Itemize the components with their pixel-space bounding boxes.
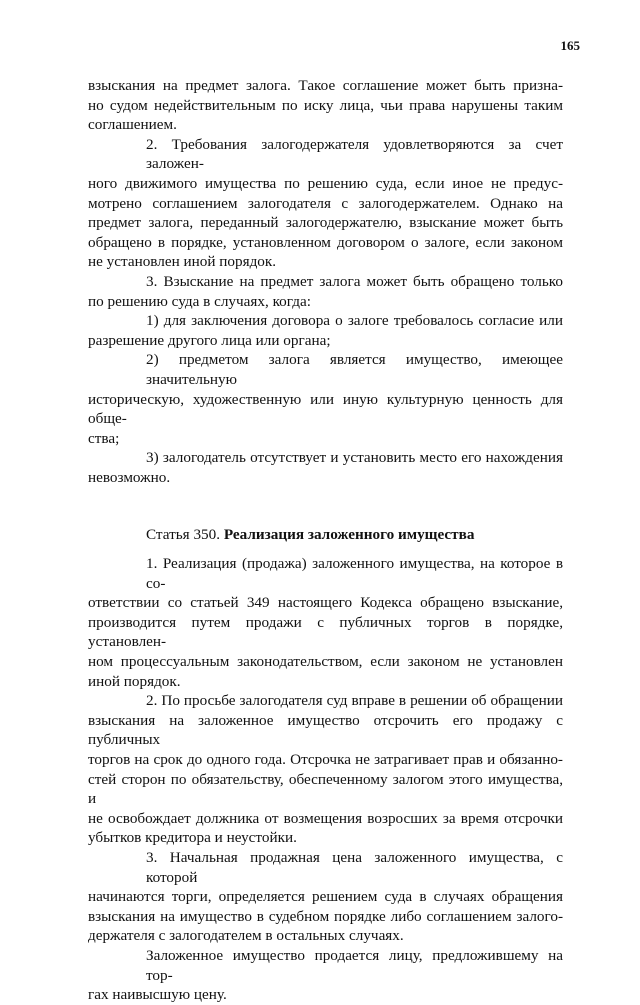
page-number: 165: [560, 38, 580, 53]
text-line: 2. Требования залогодержателя удовлетворяются за счет заложен-: [146, 135, 563, 173]
text-line: ства;: [88, 429, 120, 447]
text-line: разрешение другого лица или органа;: [88, 331, 331, 349]
document-body: [88, 76, 563, 1005]
text-line: 3. Взыскание на предмет залога может быть обращено только: [146, 272, 563, 290]
text-line: 2. По просьбе залогодателя суд вправе в решении об обращении: [146, 692, 563, 710]
text-line: ного движимого имущества по решению суда, если иное не предус-: [88, 174, 563, 192]
text-line: взыскания на заложенное имущество отсрочить его продажу с публичных: [88, 711, 563, 749]
text-line: взыскания на имущество в судебном порядке либо соглашением залого-: [88, 907, 563, 925]
text-line: не освобождает должника от возмещения возросших за время отсрочки: [88, 809, 563, 827]
text-line: гах наивысшую цену.: [88, 986, 227, 1004]
article-title: Реализация заложенного имущества: [223, 526, 475, 544]
text-line: 3) залогодатель отсутствует и установить место его нахождения: [146, 449, 563, 467]
text-line: не установлен иной порядок.: [88, 253, 277, 271]
text-line: по решению суда в случаях, когда:: [88, 292, 311, 310]
text-line: обращено в порядке, установленном договором о залоге, если законом: [88, 233, 563, 251]
text-line: соглашением.: [88, 116, 177, 134]
text-line: 3. Начальная продажная цена заложенного имущества, с которой: [146, 848, 563, 886]
text-line: иной порядок.: [88, 672, 181, 690]
text-line: начинаются торги, определяется решением суда в случаях обращения: [88, 888, 563, 906]
text-line: Заложенное имущество продается лицу, предложившему на тор-: [146, 946, 563, 984]
text-line: стей сторон по обязательству, обеспеченному залогом этого имущества, и: [88, 770, 563, 808]
text-line: держателя с залогодателем в остальных случаях.: [88, 927, 404, 945]
text-line: убытков кредитора и неустойки.: [88, 829, 297, 847]
text-line: 1) для заключения договора о залоге требовалось согласие или: [146, 312, 563, 330]
article-heading: [88, 525, 563, 545]
text-line: производится путем продажи с публичных торгов в порядке, установлен-: [88, 613, 563, 651]
text-line: мотрено соглашением залогодателя с залогодержателем. Однако на: [88, 194, 563, 212]
text-line: взыскания на предмет залога. Такое соглашение может быть призна-: [88, 77, 563, 94]
text-line: ответствии со статьей 349 настоящего Кодекса обращено взыскание,: [88, 594, 563, 612]
text-line: ном процессуальным законодательством, если законом не установлен: [88, 653, 563, 671]
text-line: историческую, художественную или иную культурную ценность для обще-: [88, 390, 563, 428]
text-line: торгов на срок до одного года. Отсрочка не затрагивает прав и обязанно-: [88, 751, 563, 768]
text-line: но судом недействительным по иску лица, чьи права нарушены таким: [88, 96, 563, 114]
article-label: Статья 350.: [146, 526, 221, 544]
text-line: предмет залога, переданный залогодержателю, взыскание может быть: [88, 214, 563, 232]
text-line: невозможно.: [88, 468, 171, 486]
text-line: 1. Реализация (продажа) заложенного имущества, на которое в со-: [146, 555, 563, 592]
text-line: 2) предметом залога является имущество, имеющее значительную: [146, 351, 563, 388]
